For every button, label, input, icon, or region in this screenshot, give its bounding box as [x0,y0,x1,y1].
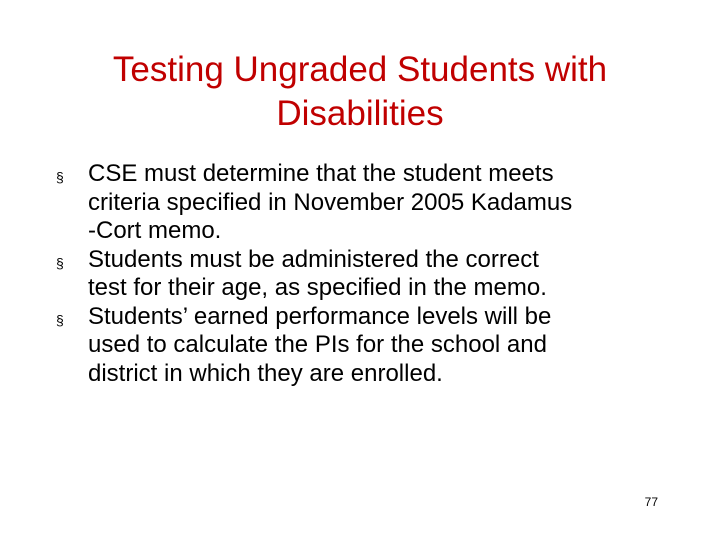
bullet-list [56,160,676,388]
slide-title-line-2: Disabilities [276,94,444,133]
bullet-text-line: district in which they are enrolled. [88,359,443,387]
bullet-text-line: -Cort memo. [88,217,222,244]
page-number: 77 [644,495,658,509]
bullet-item [56,160,676,246]
bullet-marker-icon: § [56,311,64,328]
bullet-text-line: Students must be administered the correct [88,245,539,273]
bullet-text-line: used to calculate the PIs for the school and [88,331,547,358]
bullet-text-line: Students’ earned performance levels will be [88,302,552,330]
bullet-item [56,246,676,303]
bullet-text-line: criteria specified in November 2005 Kadamus [88,188,573,216]
bullet-marker-icon: § [56,254,64,271]
bullet-item [56,303,676,389]
slide-title [40,48,680,136]
slide-title-line-1: Testing Ungraded Students with [112,50,608,89]
bullet-text-line: CSE must determine that the student meets [88,160,554,187]
bullet-marker-icon: § [56,169,64,185]
bullet-text-line: test for their age, as specified in the memo. [88,274,547,301]
